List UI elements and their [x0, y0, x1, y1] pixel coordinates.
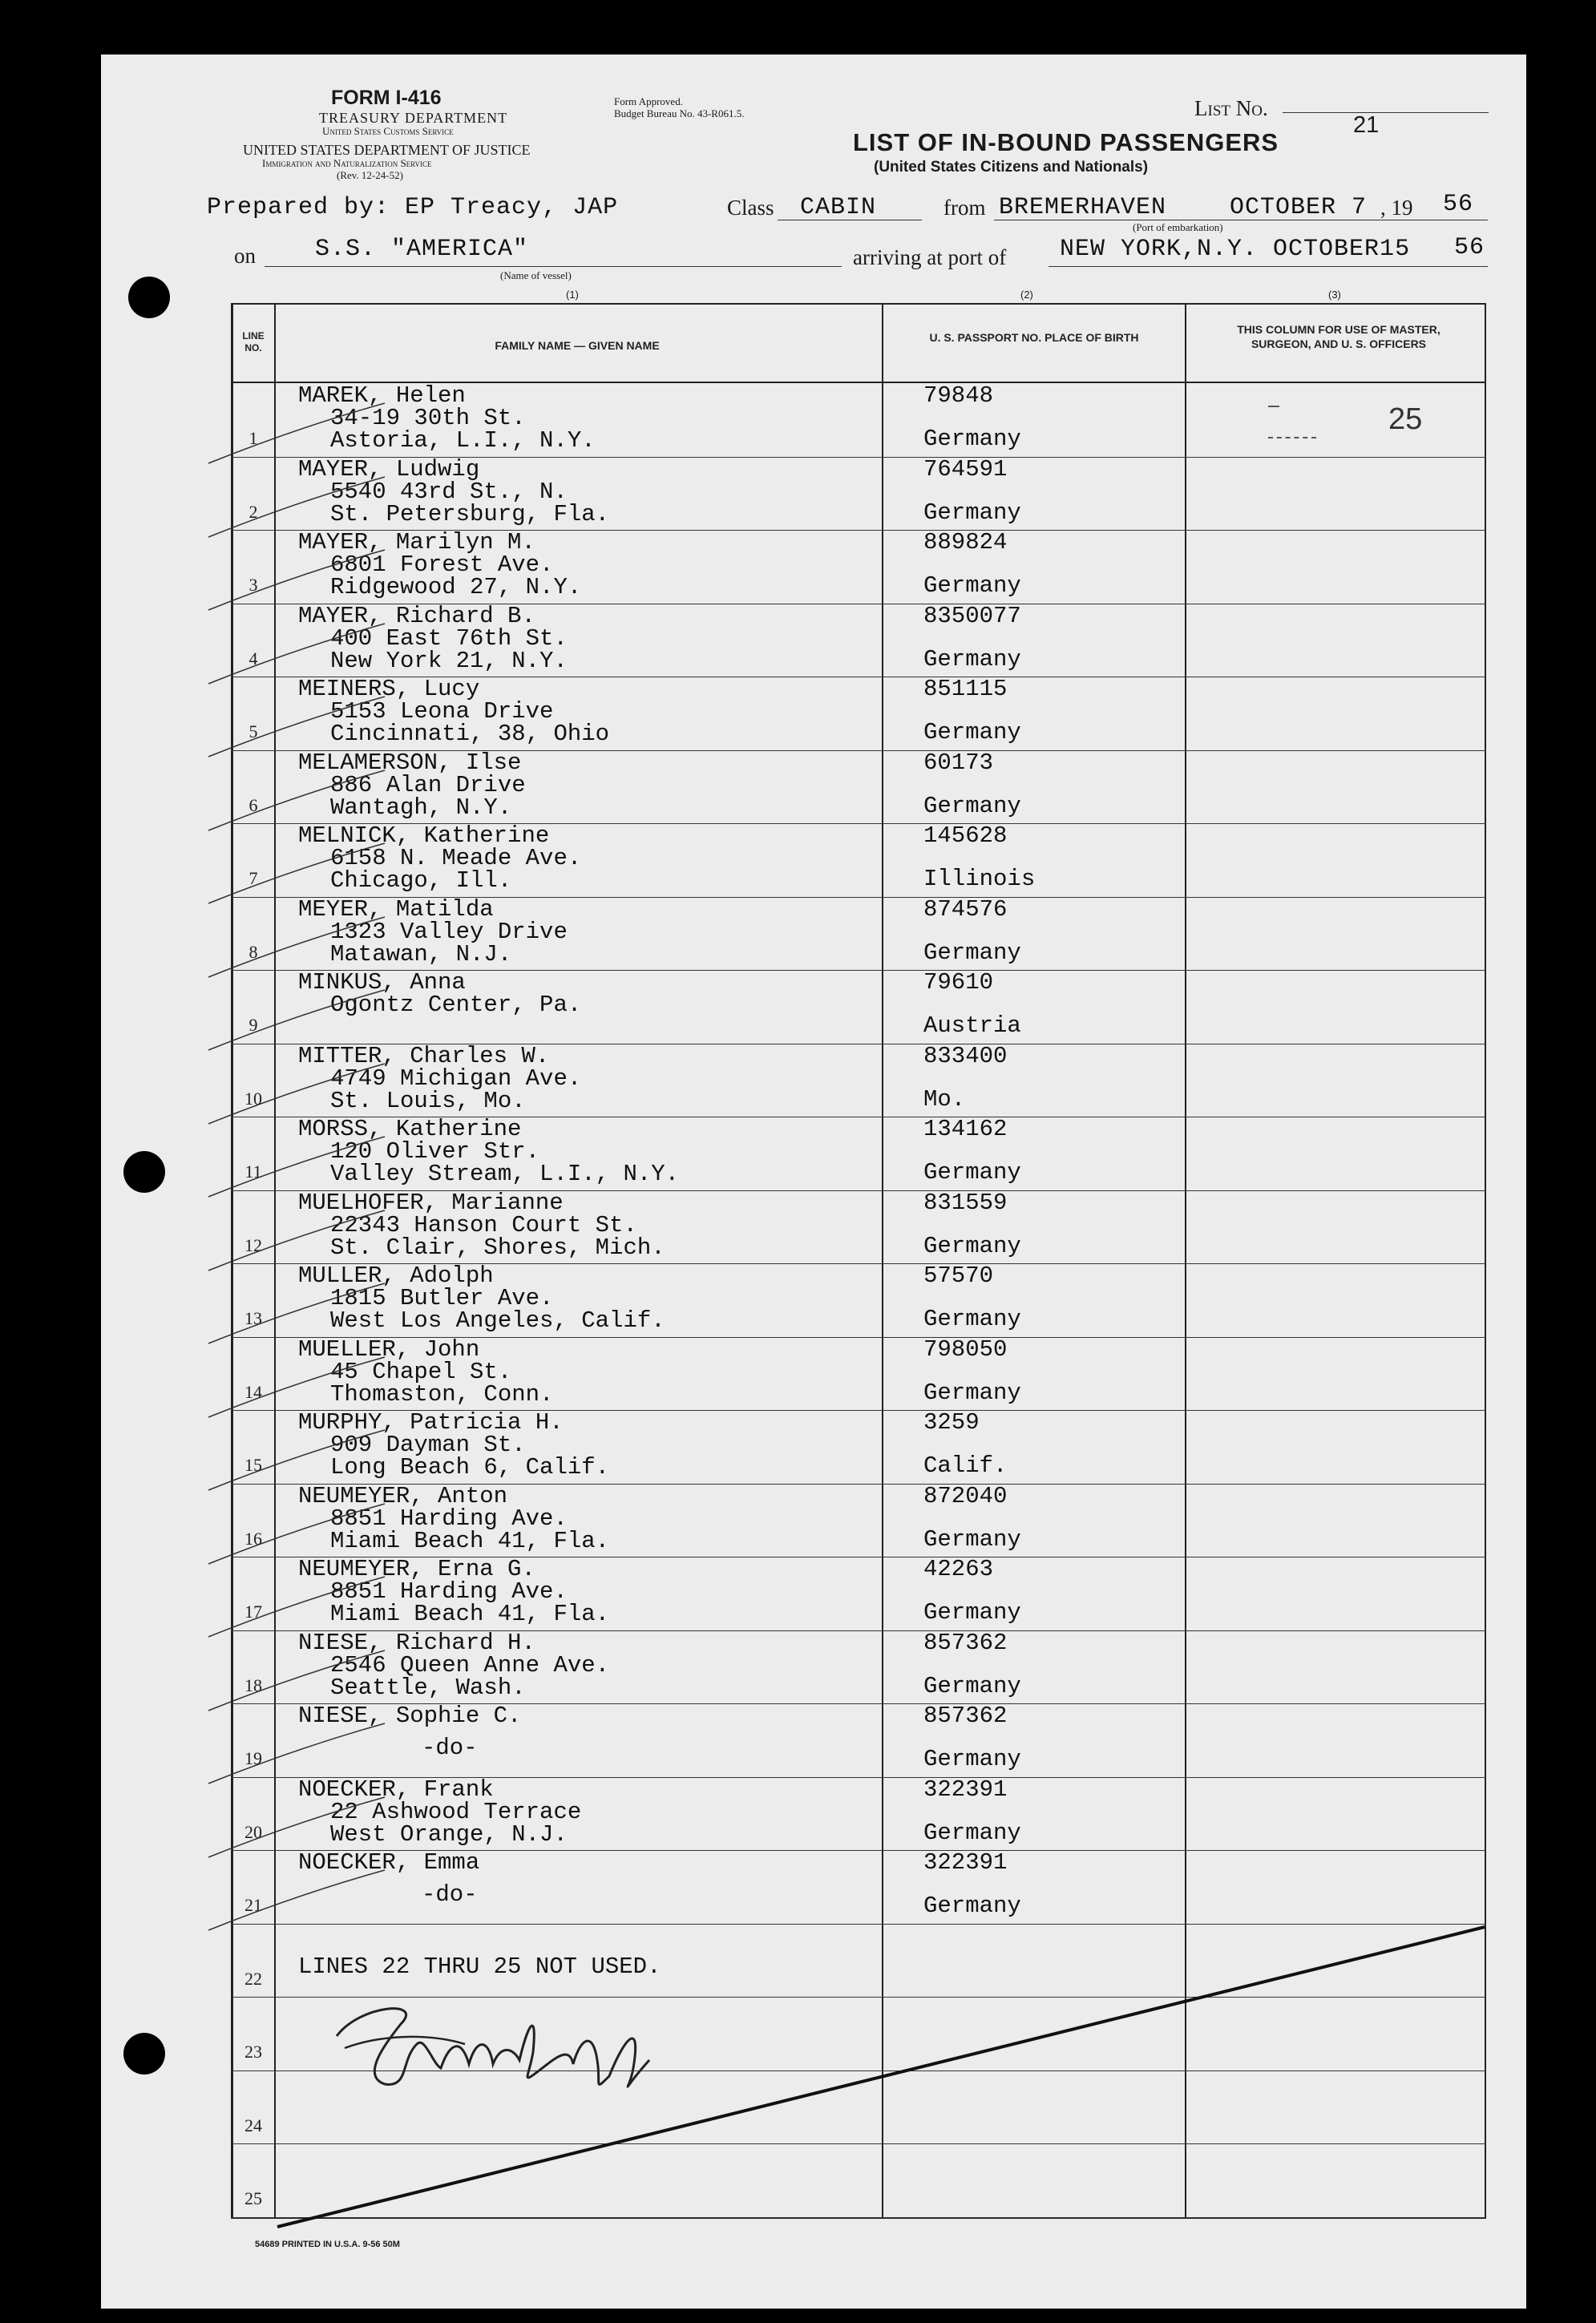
- column-1-number: (1): [566, 289, 579, 301]
- passenger-name: MURPHY, Patricia H.: [298, 1409, 564, 1436]
- passenger-name: NOECKER, Frank: [298, 1776, 494, 1803]
- passenger-address-line-2: Long Beach 6, Calif.: [330, 1454, 610, 1481]
- passenger-address-line-1: 909 Dayman St.: [330, 1432, 526, 1458]
- passport-number: 60173: [923, 749, 994, 776]
- on-label: on: [234, 244, 256, 268]
- passenger-name: NIESE, Richard H.: [298, 1629, 535, 1656]
- passenger-name: MEYER, Matilda: [298, 895, 494, 923]
- passport-number: 134162: [923, 1116, 1008, 1142]
- passenger-name: MORSS, Katherine: [298, 1116, 522, 1142]
- place-of-birth: Germany: [923, 792, 1021, 819]
- place-of-birth: Germany: [923, 1525, 1021, 1553]
- place-of-birth: Germany: [923, 645, 1021, 673]
- passenger-address-line-2: Valley Stream, L.I., N.Y.: [330, 1161, 680, 1187]
- passenger-address-line-2: St. Petersburg, Fla.: [330, 500, 610, 527]
- arriving-label: arriving at port of: [853, 245, 1007, 269]
- passenger-address-line-1: Ogontz Center, Pa.: [330, 992, 582, 1018]
- passenger-name: NIESE, Sophie C.: [298, 1703, 522, 1729]
- passport-number: 79848: [923, 382, 994, 409]
- column-header-name: FAMILY NAME — GIVEN NAME: [495, 339, 660, 352]
- passenger-address-line-2: Wantagh, N.Y.: [330, 794, 512, 821]
- passenger-address-line-1: 6801 Forest Ave.: [330, 551, 554, 578]
- line-number: 1: [248, 428, 258, 448]
- page-subtitle: (United States Citizens and Nationals): [874, 159, 1149, 176]
- passenger-address-line-1: 1815 Butler Ave.: [330, 1285, 554, 1311]
- passenger-address-line-1: 400 East 76th St.: [330, 624, 568, 652]
- from-label: from: [943, 196, 986, 220]
- passport-number: 8350077: [923, 602, 1021, 629]
- passenger-address-line-1: 6158 N. Meade Ave.: [330, 845, 582, 871]
- line-number: 25: [244, 2188, 262, 2208]
- passenger-name: MITTER, Charles W.: [298, 1042, 550, 1069]
- passenger-name: LINES 22 THRU 25 NOT USED.: [298, 1953, 661, 1980]
- revision-label: (Rev. 12-24-52): [337, 169, 403, 181]
- line-number: 19: [244, 1748, 262, 1768]
- line-number: 18: [244, 1675, 262, 1695]
- passenger-address-line-2: St. Clair, Shores, Mich.: [330, 1234, 665, 1261]
- embarkation-year: 56: [1443, 191, 1474, 218]
- passport-number: 764591: [923, 455, 1008, 483]
- passport-number: 857362: [923, 1703, 1008, 1729]
- passenger-address-line-2: Cincinnati, 38, Ohio: [330, 721, 610, 747]
- passport-number: 857362: [923, 1629, 1008, 1656]
- line-number: 9: [248, 1015, 258, 1035]
- list-no-label: List No.: [1194, 96, 1268, 120]
- column-header-passport: U. S. PASSPORT NO. PLACE OF BIRTH: [929, 331, 1139, 344]
- passenger-name: MEINERS, Lucy: [298, 676, 480, 702]
- passenger-address-line-1: 8851 Harding Ave.: [330, 1505, 568, 1532]
- passenger-address-line-1: -do-: [422, 1735, 478, 1761]
- place-of-birth: Germany: [923, 719, 1021, 745]
- passport-number: 833400: [923, 1042, 1008, 1069]
- passport-number: 145628: [923, 822, 1008, 849]
- passenger-address-line-1: 5540 43rd St., N.: [330, 478, 568, 505]
- line-number: 15: [244, 1455, 262, 1475]
- arrival-port: NEW YORK,N.Y. OCTOBER15: [1060, 236, 1411, 263]
- vessel-caption: (Name of vessel): [500, 269, 572, 281]
- place-of-birth: Germany: [923, 939, 1021, 966]
- class-label: Class: [727, 196, 774, 220]
- line-number: 20: [244, 1821, 262, 1842]
- customs-label: United States Customs Service: [322, 125, 454, 137]
- passenger-address-line-1: 1323 Valley Drive: [330, 918, 568, 945]
- passenger-name: MAYER, Richard B.: [298, 602, 535, 629]
- passenger-address-line-1: 4749 Michigan Ave.: [330, 1065, 582, 1092]
- immigration-label: Immigration and Naturalization Service: [262, 157, 432, 169]
- passenger-address-line-2: West Los Angeles, Calif.: [330, 1307, 665, 1334]
- passenger-address-line-1: 5153 Leona Drive: [330, 698, 554, 725]
- line-number: 16: [244, 1528, 262, 1549]
- passenger-address-line-1: -do-: [422, 1881, 478, 1908]
- budget-label: Budget Bureau No. 43-R061.5.: [614, 107, 745, 119]
- embarkation-date: OCTOBER 7: [1230, 194, 1368, 221]
- place-of-birth: Calif.: [923, 1452, 1008, 1479]
- passenger-address-line-2: West Orange, N.J.: [330, 1820, 568, 1848]
- passport-number: 872040: [923, 1482, 1008, 1509]
- passenger-name: MELNICK, Katherine: [298, 822, 550, 849]
- line-number: 6: [248, 794, 258, 815]
- passenger-address-line-2: Astoria, L.I., N.Y.: [330, 427, 596, 454]
- line-number: 14: [244, 1381, 262, 1402]
- passenger-address-line-2: Matawan, N.J.: [330, 940, 512, 968]
- place-of-birth: Germany: [923, 1746, 1021, 1772]
- passenger-name: MUELLER, John: [298, 1335, 480, 1363]
- line-number: 4: [248, 648, 258, 669]
- passport-number: 874576: [923, 895, 1008, 923]
- passenger-address-line-1: 34-19 30th St.: [330, 405, 526, 431]
- passenger-name: NEUMEYER, Erna G.: [298, 1556, 535, 1582]
- passenger-address-line-2: Ridgewood 27, N.Y.: [330, 574, 582, 600]
- line-number: 8: [248, 941, 258, 962]
- printer-imprint: 54689 PRINTED IN U.S.A. 9-56 50M: [255, 2240, 400, 2249]
- line-number: 11: [244, 1162, 262, 1182]
- passport-number: 42263: [923, 1556, 994, 1582]
- passenger-name: NOECKER, Emma: [298, 1849, 480, 1876]
- list-number: 21: [1353, 112, 1380, 138]
- passenger-address-line-1: 45 Chapel St.: [330, 1358, 512, 1385]
- vessel-name: S.S. "AMERICA": [315, 236, 529, 263]
- place-of-birth: Germany: [923, 1159, 1021, 1186]
- place-of-birth: Germany: [923, 572, 1021, 599]
- passport-number: 79610: [923, 969, 994, 996]
- passport-number: 322391: [923, 1849, 1008, 1876]
- line-number: 3: [248, 575, 258, 595]
- passenger-name: MELAMERSON, Ilse: [298, 749, 522, 776]
- arrival-year: 56: [1454, 234, 1485, 261]
- passport-number: 3259: [923, 1409, 980, 1436]
- passenger-address-line-1: 22343 Hanson Court St.: [330, 1211, 637, 1238]
- line-number: 13: [244, 1308, 262, 1328]
- line-number: 5: [248, 721, 258, 741]
- passenger-address-line-2: Seattle, Wash.: [330, 1674, 526, 1701]
- place-of-birth: Germany: [923, 1232, 1021, 1259]
- place-of-birth: Germany: [923, 499, 1021, 526]
- place-of-birth: Germany: [923, 1893, 1021, 1919]
- line-number: 22: [244, 1968, 262, 1989]
- year-prefix: , 19: [1380, 196, 1413, 220]
- page-title: LIST OF IN-BOUND PASSENGERS: [853, 128, 1279, 156]
- signature: [329, 1988, 689, 2100]
- line-number: 2: [248, 501, 258, 522]
- embarkation-port: BREMERHAVEN: [999, 194, 1167, 221]
- line-number: 21: [244, 1895, 262, 1915]
- passenger-name: MUELHOFER, Marianne: [298, 1189, 564, 1216]
- line-number: 12: [244, 1234, 262, 1255]
- officer-note: 25: [1388, 402, 1423, 436]
- passenger-name: MULLER, Adolph: [298, 1262, 494, 1289]
- passenger-name: MAYER, Marilyn M.: [298, 529, 535, 556]
- approved-label: Form Approved.: [614, 95, 683, 107]
- column-3-number: (3): [1328, 289, 1341, 301]
- treasury-label: TREASURY DEPARTMENT: [319, 110, 508, 126]
- place-of-birth: Mo.: [923, 1085, 966, 1113]
- line-number: 17: [244, 1602, 262, 1622]
- place-of-birth: Germany: [923, 1819, 1021, 1846]
- passport-number: 831559: [923, 1189, 1008, 1216]
- place-of-birth: Germany: [923, 1306, 1021, 1332]
- passenger-address-line-2: St. Louis, Mo.: [330, 1087, 526, 1114]
- column-header-line-no: LINE NO.: [242, 330, 265, 354]
- passenger-name: MINKUS, Anna: [298, 969, 466, 996]
- line-number: 7: [248, 868, 258, 888]
- passenger-address-line-1: 120 Oliver Str.: [330, 1138, 540, 1165]
- passenger-address-line-2: New York 21, N.Y.: [330, 647, 568, 674]
- line-number: 24: [244, 2115, 262, 2135]
- place-of-birth: Illinois: [923, 866, 1036, 892]
- column-header-officers: THIS COLUMN FOR USE OF MASTER, SURGEON, AND U. S. OFFICERS: [1237, 323, 1440, 350]
- passenger-name: NEUMEYER, Anton: [298, 1482, 508, 1509]
- passport-number: 851115: [923, 676, 1008, 702]
- line-number: 23: [244, 2042, 262, 2062]
- place-of-birth: Germany: [923, 1672, 1021, 1699]
- passenger-address-line-2: Miami Beach 41, Fla.: [330, 1601, 610, 1627]
- prepared-by: Prepared by: EP Treacy, JAP: [207, 194, 619, 221]
- class-value: CABIN: [800, 194, 877, 221]
- passenger-address-line-1: 22 Ashwood Terrace: [330, 1798, 582, 1825]
- port-caption: (Port of embarkation): [1133, 221, 1223, 233]
- passport-number: 57570: [923, 1262, 994, 1289]
- place-of-birth: Austria: [923, 1012, 1021, 1039]
- form-number: FORM I-416: [331, 87, 442, 109]
- place-of-birth: Germany: [923, 426, 1021, 452]
- passenger-address-line-2: Miami Beach 41, Fla.: [330, 1527, 610, 1554]
- passenger-address-line-2: Chicago, Ill.: [330, 867, 512, 894]
- passenger-name: MAYER, Ludwig: [298, 455, 480, 483]
- line-number: 10: [244, 1088, 262, 1109]
- passport-number: 889824: [923, 529, 1008, 556]
- passenger-name: MAREK, Helen: [298, 382, 466, 409]
- place-of-birth: Germany: [923, 1379, 1021, 1406]
- justice-label: UNITED STATES DEPARTMENT OF JUSTICE: [243, 142, 531, 158]
- passenger-address-line-1: 886 Alan Drive: [330, 771, 526, 798]
- passport-number: 798050: [923, 1335, 1008, 1363]
- passenger-address-line-2: Thomaston, Conn.: [330, 1380, 554, 1408]
- place-of-birth: Germany: [923, 1599, 1021, 1626]
- column-2-number: (2): [1020, 289, 1033, 301]
- passenger-address-line-1: 8851 Harding Ave.: [330, 1578, 568, 1605]
- passport-number: 322391: [923, 1776, 1008, 1803]
- passenger-address-line-1: 2546 Queen Anne Ave.: [330, 1651, 610, 1679]
